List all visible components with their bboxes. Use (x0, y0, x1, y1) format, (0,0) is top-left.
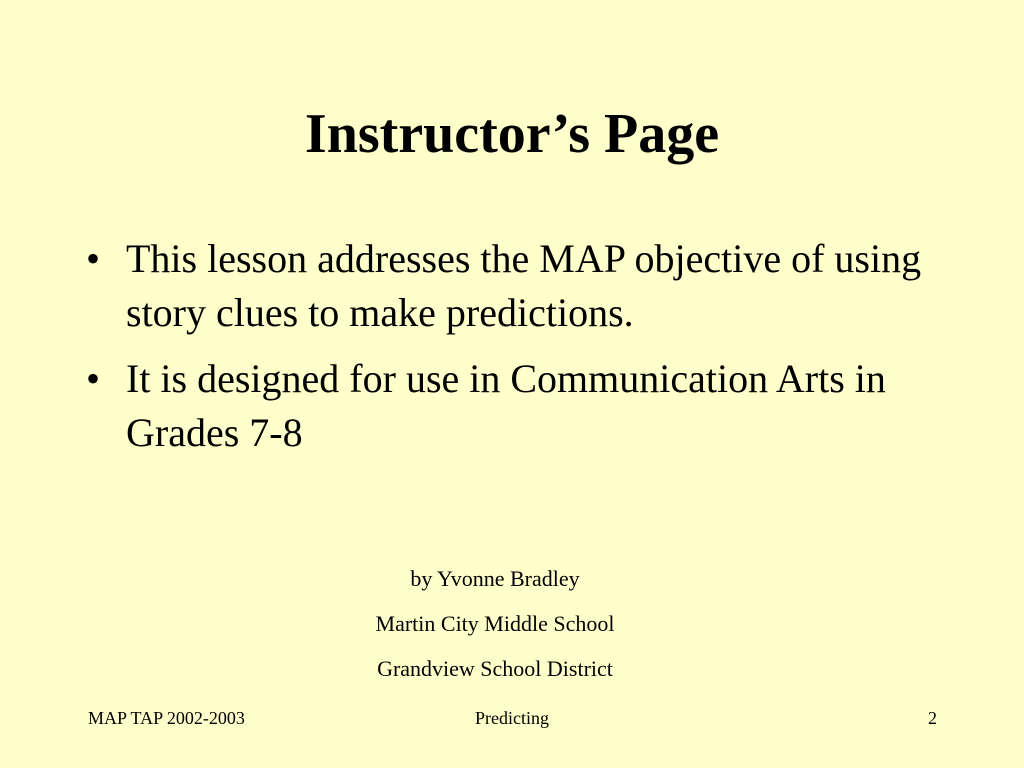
bullet-text: It is designed for use in Communication Arts in Grades 7-8 (126, 356, 886, 455)
footer-program: MAP TAP 2002-2003 (88, 708, 245, 728)
bullet-list (86, 232, 966, 472)
bullet-icon: • (86, 236, 101, 281)
school-credit: Martin City Middle School (375, 611, 615, 636)
credits (0, 556, 990, 691)
footer-topic: Predicting (475, 708, 549, 728)
bullet-item (86, 352, 966, 460)
bullet-item (86, 232, 966, 340)
bullet-text: This lesson addresses the MAP objective of using story clues to make predictions. (126, 236, 922, 335)
bullet-icon: • (86, 356, 101, 401)
author-credit: by Yvonne Bradley (410, 566, 580, 591)
district-credit: Grandview School District (377, 656, 613, 681)
slide-title: Instructor’s Page (304, 103, 720, 165)
slide-number: 2 (928, 708, 937, 728)
